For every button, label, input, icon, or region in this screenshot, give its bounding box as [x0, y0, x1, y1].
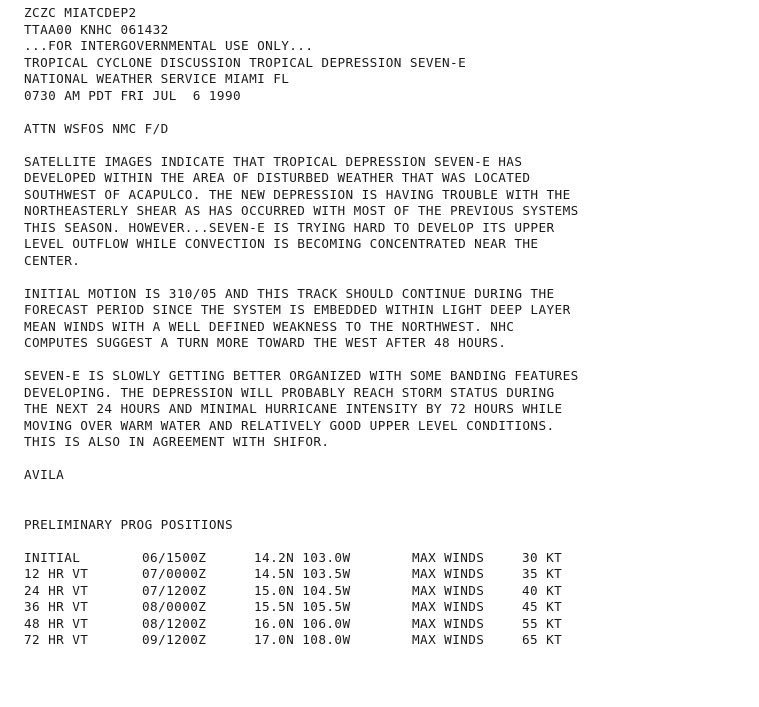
header-block	[24, 5, 749, 104]
winds-value: 45 KT	[522, 599, 563, 614]
text-line: THE NEXT 24 HOURS AND MINIMAL HURRICANE INTENSITY BY 72 HOURS WHILE	[24, 401, 563, 416]
prog-positions-section	[24, 517, 749, 649]
position-time: 07/0000Z	[142, 566, 207, 581]
position-time: 08/1200Z	[142, 615, 207, 631]
winds-value: 30 KT	[522, 549, 563, 565]
table-row	[24, 632, 602, 649]
attn-line-block	[24, 121, 749, 138]
position-label: 24 HR VT	[24, 582, 89, 598]
position-time: 07/1200Z	[142, 582, 207, 598]
position-coords: 15.5N 105.5W	[254, 599, 351, 614]
prog-positions-table	[24, 550, 602, 649]
prog-positions-title: PRELIMINARY PROG POSITIONS	[24, 516, 234, 532]
paragraph-2	[24, 286, 749, 352]
winds-value: 65 KT	[522, 632, 563, 647]
text-line: LEVEL OUTFLOW WHILE CONVECTION IS BECOMING CONCENTRATED NEAR THE	[24, 236, 539, 251]
header-line: ...FOR INTERGOVERNMENTAL USE ONLY...	[24, 38, 314, 53]
attn-line: ATTN WSFOS NMC F/D	[24, 120, 169, 136]
position-coords: 16.0N 106.0W	[254, 615, 351, 631]
header-line: NATIONAL WEATHER SERVICE MIAMI FL	[24, 71, 290, 86]
header-line: TTAA00 KNHC 061432	[24, 21, 169, 37]
position-coords: 15.0N 104.5W	[254, 582, 351, 598]
position-coords: 14.5N 103.5W	[254, 566, 351, 581]
winds-value: 40 KT	[522, 582, 563, 598]
table-row	[24, 550, 602, 567]
winds-label: MAX WINDS	[412, 566, 485, 581]
text-line: MEAN WINDS WITH A WELL DEFINED WEAKNESS TO THE NORTHWEST. NHC	[24, 318, 515, 334]
text-line: SATELLITE IMAGES INDICATE THAT TROPICAL DEPRESSION SEVEN-E HAS	[24, 153, 523, 169]
position-time: 08/0000Z	[142, 599, 207, 614]
table-row	[24, 583, 602, 600]
position-coords: 17.0N 108.0W	[254, 632, 351, 647]
winds-label: MAX WINDS	[412, 549, 485, 565]
text-line: NORTHEASTERLY SHEAR AS HAS OCCURRED WITH MOST OF THE PREVIOUS SYSTEMS	[24, 203, 579, 218]
signature: AVILA	[24, 467, 65, 482]
position-time: 09/1200Z	[142, 632, 207, 647]
position-time: 06/1500Z	[142, 549, 207, 565]
paragraph-1	[24, 154, 749, 270]
winds-value: 55 KT	[522, 615, 563, 631]
text-line: THIS IS ALSO IN AGREEMENT WITH SHIFOR.	[24, 434, 330, 449]
header-line: ZCZC MIATCDEP2	[24, 5, 137, 20]
winds-label: MAX WINDS	[412, 599, 485, 614]
position-label: INITIAL	[24, 549, 81, 565]
signature-block	[24, 467, 749, 484]
table-row	[24, 599, 602, 616]
text-line: SEVEN-E IS SLOWLY GETTING BETTER ORGANIZED WITH SOME BANDING FEATURES	[24, 368, 579, 383]
winds-label: MAX WINDS	[412, 632, 485, 647]
header-line: 0730 AM PDT FRI JUL 6 1990	[24, 87, 242, 103]
table-row	[24, 566, 602, 583]
position-label: 36 HR VT	[24, 599, 89, 614]
position-label: 12 HR VT	[24, 566, 89, 581]
paragraph-3	[24, 368, 749, 451]
text-line: COMPUTES SUGGEST A TURN MORE TOWARD THE WEST AFTER 48 HOURS.	[24, 335, 507, 350]
winds-value: 35 KT	[522, 566, 563, 581]
text-line: SOUTHWEST OF ACAPULCO. THE NEW DEPRESSION IS HAVING TROUBLE WITH THE	[24, 186, 571, 202]
text-line: MOVING OVER WARM WATER AND RELATIVELY GOOD UPPER LEVEL CONDITIONS.	[24, 417, 555, 433]
text-line: THIS SEASON. HOWEVER...SEVEN-E IS TRYING HARD TO DEVELOP ITS UPPER	[24, 219, 555, 235]
position-label: 72 HR VT	[24, 632, 89, 647]
text-line: CENTER.	[24, 252, 81, 268]
text-line: DEVELOPED WITHIN THE AREA OF DISTURBED WEATHER THAT WAS LOCATED	[24, 170, 531, 185]
position-label: 48 HR VT	[24, 615, 89, 631]
document	[24, 5, 749, 649]
winds-label: MAX WINDS	[412, 582, 485, 598]
winds-label: MAX WINDS	[412, 615, 485, 631]
position-coords: 14.2N 103.0W	[254, 549, 351, 565]
table-row	[24, 616, 602, 633]
text-line: DEVELOPING. THE DEPRESSION WILL PROBABLY REACH STORM STATUS DURING	[24, 384, 555, 400]
text-line: INITIAL MOTION IS 310/05 AND THIS TRACK SHOULD CONTINUE DURING THE	[24, 285, 555, 301]
text-line: FORECAST PERIOD SINCE THE SYSTEM IS EMBEDDED WITHIN LIGHT DEEP LAYER	[24, 302, 571, 317]
header-line: TROPICAL CYCLONE DISCUSSION TROPICAL DEPRESSION SEVEN-E	[24, 54, 467, 70]
